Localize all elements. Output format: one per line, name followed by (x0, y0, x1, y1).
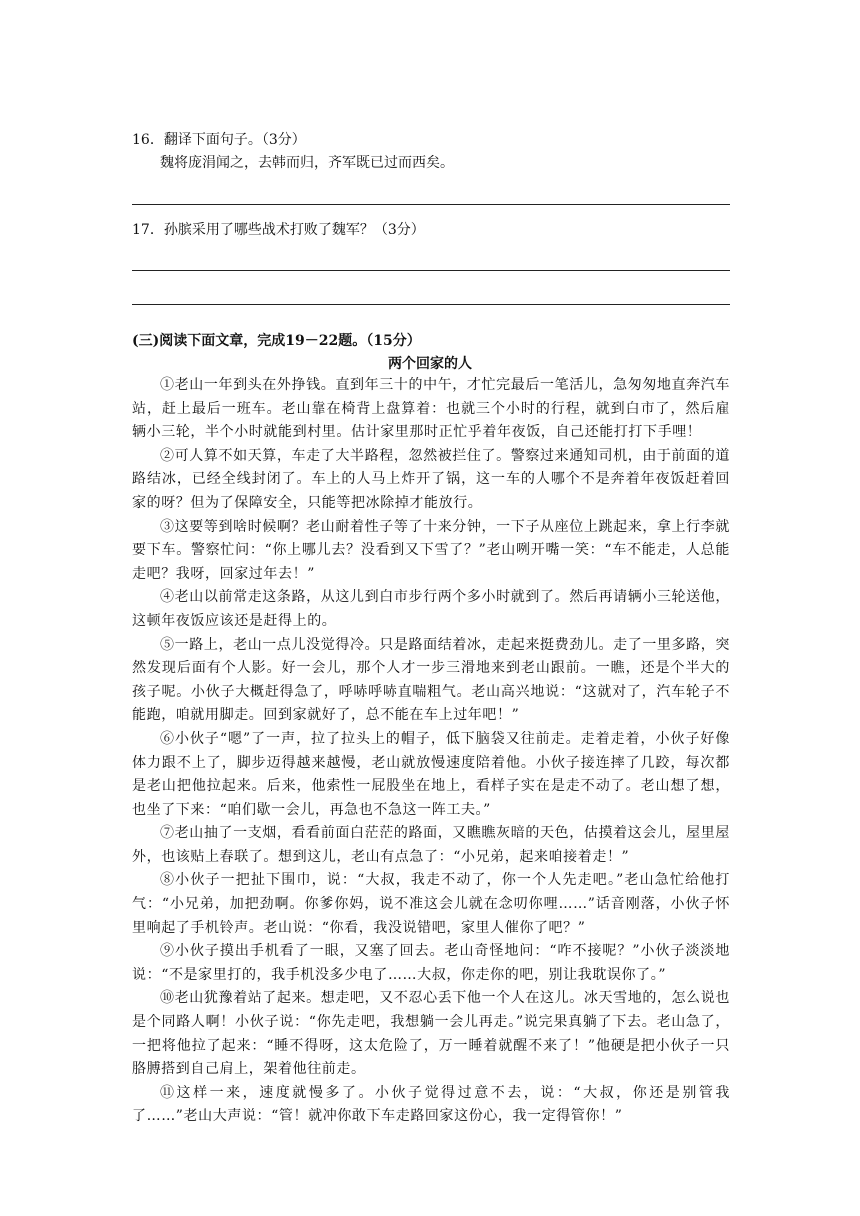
question-17-prompt: 17．孙膑采用了哪些战术打败了魏军？（3分） (132, 222, 425, 238)
question-16-sentence: 魏将庞涓闻之，去韩而归，齐军既已过而西矣。 (160, 155, 454, 171)
answer-line-17a[interactable] (132, 270, 730, 271)
article-paragraph: ⑦老山抽了一支烟，看看前面白茫茫的路面，又瞧瞧灰暗的天色，估摸着这会儿，屋里屋外，也该贴上春联了。想到这儿，老山有点急了：“小兄弟，起来咱接着走！” (132, 825, 730, 865)
article-paragraph: ⑥小伙子“嗯”了一声，拉了拉头上的帽子，低下脑袋又往前走。走着走着，小伙子好像体力跟不上了，脚步迈得越来越慢，老山就放慢速度陪着他。小伙子接连摔了几跤，每次都是老山把他拉起来。后来，他索性一屁股坐在地上，看样子实在是走不动了。老山想了想，也坐了下来：“咱们歇一会儿，再急也不急这一阵工夫。” (132, 730, 730, 818)
article-paragraph: ⑪这样一来，速度就慢多了。小伙子觉得过意不去，说：“大叔，你还是别管我了……”老山大声说：“管！就冲你敢下车走路回家这份心，我一定得管你！” (132, 1084, 730, 1125)
section-3-heading: (三)阅读下面文章，完成19－22题。（15分） (132, 333, 421, 349)
article-paragraph: ③这要等到啥时候啊？老山耐着性子等了十来分钟，一下子从座位上跳起来，拿上行李就要下车。警察忙问：“你上哪儿去？没看到又下雪了？”老山咧开嘴一笑：“车不能走，人总能走吧？我呀，回家过年去！” (132, 518, 730, 582)
question-16-prompt: 16．翻译下面句子。（3分） (132, 132, 306, 148)
article-paragraph: ⑧小伙子一把扯下围巾，说：“大叔，我走不动了，你一个人先走吧。”老山急忙给他打气：“小兄弟，加把劲啊。你爹你妈，说不准这会儿就在念叨你哩……”话音刚落，小伙子怀里响起了手机铃声。老山说：“你看，我没说错吧，家里人催你了吧？” (132, 872, 730, 936)
article-paragraph: ②可人算不如天算，车走了大半路程，忽然被拦住了。警察过来通知司机，由于前面的道路结冰，已经全线封闭了。车上的人马上炸开了锅，这一车的人哪个不是奔着年夜饭赶着回家的呀？但为了保障安全，只能等把冰除掉才能放行。 (132, 447, 730, 511)
article-paragraph: ④老山以前常走这条路，从这儿到白市步行两个多小时就到了。然后再请辆小三轮送他，这顿年夜饭应该还是赶得上的。 (132, 589, 730, 629)
article-paragraph: ⑤一路上，老山一点儿没觉得冷。只是路面结着冰，走起来挺费劲儿。走了一里多路，突然发现后面有个人影。好一会儿，那个人才一步三滑地来到老山跟前。一瞧，还是个半大的孩子呢。小伙子大概赶得急了，呼哧呼哧直喘粗气。老山高兴地说：“这就对了，汽车轮子不能跑，咱就用脚走。回到家就好了，总不能在车上过年吧！” (132, 636, 730, 724)
article-paragraph: ⑩老山犹豫着站了起来。想走吧，又不忍心丢下他一个人在这儿。冰天雪地的，怎么说也是个同路人啊！小伙子说：“你先走吧，我想躺一会儿再走。”说完果真躺了下去。老山急了，一把将他拉了起来：“睡不得呀，这太危险了，万一睡着就醒不来了！”他硬是把小伙子一只胳膊搭到自己肩上，架着他往前走。 (132, 990, 730, 1078)
article-paragraph: ①老山一年到头在外挣钱。直到年三十的中午，才忙完最后一笔活儿，急匆匆地直奔汽车站，赶上最后一班车。老山靠在椅背上盘算着：也就三个小时的行程，就到白市了，然后雇辆小三轮，半个小时就能到村里。估计家里那时正忙乎着年夜饭，自己还能打打下手哩！ (132, 377, 730, 441)
answer-line-17b[interactable] (132, 304, 730, 305)
article-paragraph: ⑨小伙子摸出手机看了一眼，又塞了回去。老山奇怪地问：“咋不接呢？”小伙子淡淡地说：“不是家里打的，我手机没多少电了……大叔，你走你的吧，别让我耽误你了。” (132, 943, 730, 983)
article-body (132, 374, 730, 1129)
answer-line-16[interactable] (132, 204, 730, 205)
article-title: 两个回家的人 (388, 356, 472, 372)
